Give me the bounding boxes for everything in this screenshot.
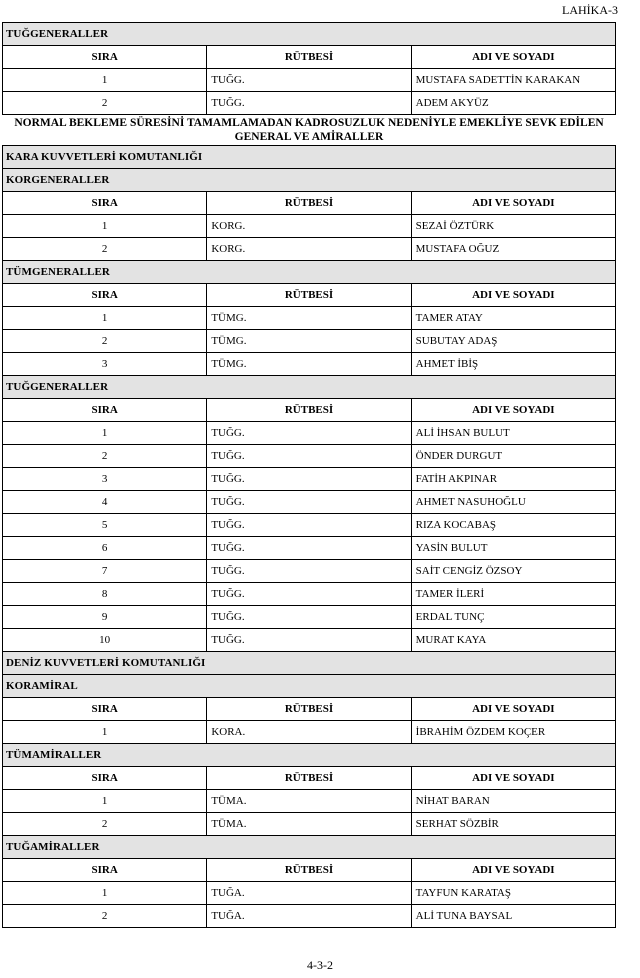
rank-group-heading-label: KORAMİRAL [3,675,616,698]
row-number: 1 [3,721,207,744]
table-row [3,790,616,813]
row-rank: TÜMG. [207,330,411,353]
column-header-row [3,399,616,422]
row-number: 8 [3,583,207,606]
table-row [3,537,616,560]
table-row [3,560,616,583]
row-rank: KORG. [207,238,411,261]
document-body [2,22,616,928]
header-sira: SIRA [3,399,207,422]
header-sira: SIRA [3,284,207,307]
row-name: AHMET NASUHOĞLU [411,491,615,514]
row-name: ÖNDER DURGUT [411,445,615,468]
row-number: 2 [3,445,207,468]
column-header-row [3,46,616,69]
header-sira: SIRA [3,767,207,790]
row-name: MURAT KAYA [411,629,615,652]
row-number: 5 [3,514,207,537]
row-rank: TUĞG. [207,468,411,491]
header-name: ADI VE SOYADI [411,767,615,790]
row-rank: TUĞG. [207,69,411,92]
table-row [3,905,616,928]
row-number: 1 [3,422,207,445]
row-rank: KORG. [207,215,411,238]
row-rank: TÜMA. [207,790,411,813]
row-name: MUSTAFA SADETTİN KARAKAN [411,69,615,92]
rank-group-heading [3,169,616,192]
row-rank: TUĞA. [207,905,411,928]
row-name: SERHAT SÖZBİR [411,813,615,836]
rank-group-heading [3,836,616,859]
header-rank: RÜTBESİ [207,192,411,215]
table-row [3,238,616,261]
row-number: 3 [3,468,207,491]
row-number: 1 [3,790,207,813]
table-row [3,330,616,353]
row-name: SEZAİ ÖZTÜRK [411,215,615,238]
row-name: RIZA KOCABAŞ [411,514,615,537]
banner-line: NORMAL BEKLEME SÜRESİNİ TAMAMLAMADAN KADROSUZLUK NEDENİYLE EMEKLİYE SEVK EDİLEN [14,117,604,129]
row-rank: TUĞA. [207,882,411,905]
header-name: ADI VE SOYADI [411,46,615,69]
row-name: AHMET İBİŞ [411,353,615,376]
column-header-row [3,859,616,882]
header-name: ADI VE SOYADI [411,399,615,422]
row-name: TAMER İLERİ [411,583,615,606]
header-sira: SIRA [3,46,207,69]
rank-group-heading-label: TUĞGENERALLER [3,376,616,399]
row-name: YASİN BULUT [411,537,615,560]
row-rank: TUĞG. [207,583,411,606]
rank-group-heading [3,23,616,46]
header-rank: RÜTBESİ [207,284,411,307]
rank-group-heading-label: TUĞAMİRALLER [3,836,616,859]
command-heading-label: DENİZ KUVVETLERİ KOMUTANLIĞI [3,652,616,675]
row-number: 2 [3,813,207,836]
rank-group-heading-label: TÜMAMİRALLER [3,744,616,767]
row-name: ADEM AKYÜZ [411,92,615,115]
header-sira: SIRA [3,859,207,882]
row-number: 10 [3,629,207,652]
row-rank: TÜMG. [207,307,411,330]
row-name: MUSTAFA OĞUZ [411,238,615,261]
row-rank: TUĞG. [207,445,411,468]
header-name: ADI VE SOYADI [411,859,615,882]
personnel-table [2,22,616,115]
row-rank: TUĞG. [207,92,411,115]
row-rank: KORA. [207,721,411,744]
row-number: 9 [3,606,207,629]
table-row [3,468,616,491]
column-header-row [3,192,616,215]
row-rank: TÜMG. [207,353,411,376]
row-name: FATİH AKPINAR [411,468,615,491]
row-number: 2 [3,238,207,261]
banner-heading [2,115,616,145]
table-row [3,69,616,92]
column-header-row [3,284,616,307]
row-number: 4 [3,491,207,514]
row-rank: TUĞG. [207,629,411,652]
row-number: 6 [3,537,207,560]
rank-group-heading-label: TUĞGENERALLER [3,23,616,46]
row-number: 1 [3,215,207,238]
row-name: TAMER ATAY [411,307,615,330]
header-rank: RÜTBESİ [207,859,411,882]
header-rank: RÜTBESİ [207,399,411,422]
rank-group-heading-label: TÜMGENERALLER [3,261,616,284]
row-name: NİHAT BARAN [411,790,615,813]
table-row [3,583,616,606]
header-rank: RÜTBESİ [207,767,411,790]
row-rank: TUĞG. [207,606,411,629]
command-heading-label: KARA KUVVETLERİ KOMUTANLIĞI [3,146,616,169]
table-row [3,307,616,330]
row-rank: TUĞG. [207,537,411,560]
table-row [3,92,616,115]
header-rank: RÜTBESİ [207,698,411,721]
row-number: 3 [3,353,207,376]
row-rank: TUĞG. [207,422,411,445]
personnel-table [2,145,616,928]
table-row [3,514,616,537]
row-number: 2 [3,905,207,928]
table-row [3,491,616,514]
header-sira: SIRA [3,698,207,721]
table-row [3,629,616,652]
table-row [3,353,616,376]
table-row [3,882,616,905]
column-header-row [3,698,616,721]
row-name: ERDAL TUNÇ [411,606,615,629]
row-name: İBRAHİM ÖZDEM KOÇER [411,721,615,744]
row-name: SUBUTAY ADAŞ [411,330,615,353]
table-row [3,445,616,468]
row-rank: TUĞG. [207,514,411,537]
rank-group-heading [3,376,616,399]
table-row [3,721,616,744]
annex-label: LAHİKA-3 [562,3,618,17]
row-number: 2 [3,330,207,353]
column-header-row [3,767,616,790]
rank-group-heading [3,675,616,698]
table-row [3,215,616,238]
header-rank: RÜTBESİ [207,46,411,69]
rank-group-heading [3,744,616,767]
header-name: ADI VE SOYADI [411,192,615,215]
table-row [3,422,616,445]
command-heading [3,652,616,675]
row-number: 1 [3,69,207,92]
row-number: 1 [3,882,207,905]
header-name: ADI VE SOYADI [411,284,615,307]
command-heading [3,146,616,169]
row-number: 7 [3,560,207,583]
row-name: ALİ İHSAN BULUT [411,422,615,445]
row-rank: TÜMA. [207,813,411,836]
rank-group-heading [3,261,616,284]
row-number: 2 [3,92,207,115]
header-name: ADI VE SOYADI [411,698,615,721]
row-name: ALİ TUNA BAYSAL [411,905,615,928]
row-rank: TUĞG. [207,491,411,514]
row-number: 1 [3,307,207,330]
row-rank: TUĞG. [207,560,411,583]
page-number: 4-3-2 [307,958,333,972]
table-row [3,606,616,629]
rank-group-heading-label: KORGENERALLER [3,169,616,192]
row-name: TAYFUN KARATAŞ [411,882,615,905]
banner-line: GENERAL VE AMİRALLER [234,131,384,143]
table-row [3,813,616,836]
row-name: SAİT CENGİZ ÖZSOY [411,560,615,583]
header-sira: SIRA [3,192,207,215]
